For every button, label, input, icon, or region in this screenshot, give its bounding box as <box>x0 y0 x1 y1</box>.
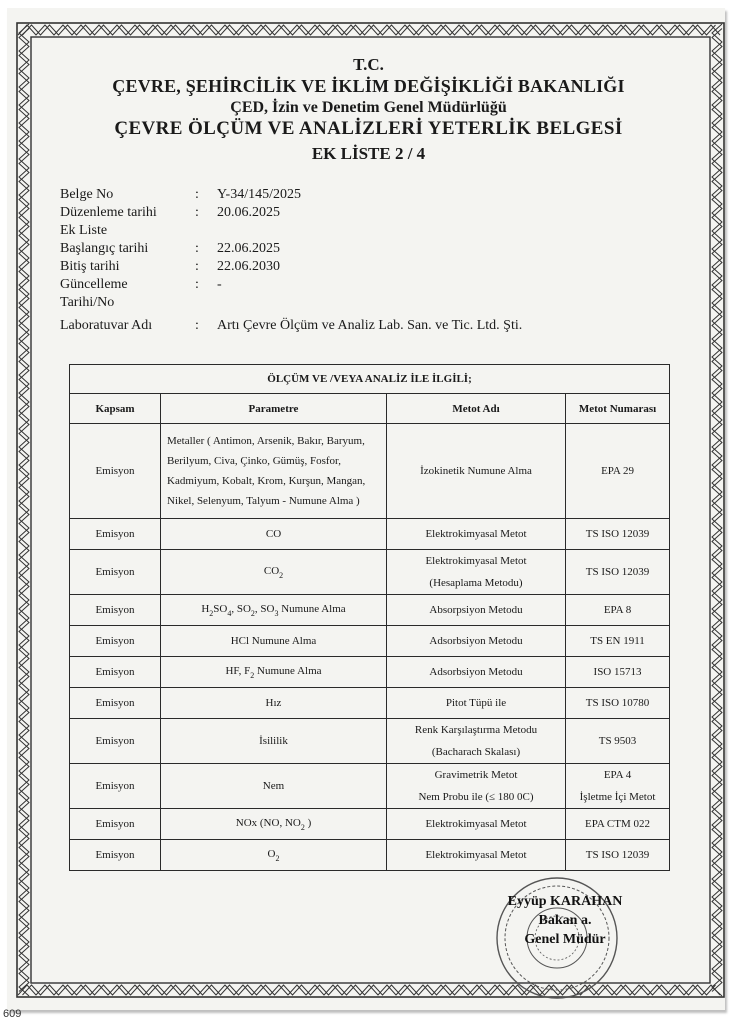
parameter-text: CO <box>265 528 282 540</box>
table-row <box>70 840 670 871</box>
scope-text: Emisyon <box>95 735 135 747</box>
scope-text: Emisyon <box>95 635 135 647</box>
table-row <box>70 764 670 809</box>
table-row <box>70 519 670 550</box>
info-label: Güncelleme <box>60 277 128 292</box>
parameter-text: O <box>267 847 276 860</box>
method-number-text: ISO 15713 <box>593 666 642 678</box>
cell-scope <box>70 688 161 719</box>
scope-text: Emisyon <box>95 528 135 540</box>
cell-parameter <box>161 719 387 764</box>
directorate-title: ÇED, İzin ve Denetim Genel Müdürlüğü <box>230 99 507 116</box>
cell-method-number <box>566 657 670 688</box>
parameter-text: Numune Alma <box>254 664 322 677</box>
header-tc: T.C. <box>353 55 384 74</box>
method-number-text: TS ISO 10780 <box>585 697 650 709</box>
scope-text: Emisyon <box>95 566 135 578</box>
parameter-subscript: 4 <box>227 608 232 618</box>
parameter-text: Numune Alma <box>278 602 346 615</box>
cell-scope <box>70 519 161 550</box>
header-method-name: Metot Adı <box>387 394 566 424</box>
method-text: Adsorbsiyon Metodu <box>429 666 523 678</box>
method-number-text: TS ISO 12039 <box>585 849 650 861</box>
cell-parameter <box>161 519 387 550</box>
table-row <box>70 595 670 626</box>
table-row <box>70 719 670 764</box>
certificate-title: ÇEVRE ÖLÇÜM VE ANALİZLERİ YETERLİK BELGESİ <box>114 118 623 139</box>
table-row <box>70 550 670 595</box>
method-number-text: TS ISO 12039 <box>585 566 650 578</box>
cell-method-number <box>566 550 670 595</box>
scope-text: Emisyon <box>95 465 135 477</box>
info-label: Laboratuvar Adı <box>60 318 153 333</box>
parameter-subscript: 2 <box>279 570 284 580</box>
scope-text: Emisyon <box>95 666 135 678</box>
parameter-text: HCl Numune Alma <box>230 635 317 647</box>
cell-parameter <box>161 424 387 519</box>
parameter-text: NOx (NO, NO <box>235 816 301 829</box>
parameter-text: CO <box>263 564 280 577</box>
method-text: Renk Karşılaştırma Metodu <box>414 724 538 736</box>
cell-method-name <box>387 550 566 595</box>
method-text: Pitot Tüpü ile <box>445 697 507 709</box>
scope-text: Emisyon <box>95 818 135 830</box>
info-value: 22.06.2025 <box>217 241 280 256</box>
table-body <box>70 424 670 871</box>
info-label: Ek Liste <box>60 223 108 238</box>
parameter-subscript: 2 <box>275 853 280 863</box>
info-value: Artı Çevre Ölçüm ve Analiz Lab. San. ve Tic. Ltd. Şti. <box>217 318 523 333</box>
parameter-subscript: 2 <box>250 670 255 680</box>
method-number-text: TS 9503 <box>598 735 637 747</box>
parameter-subscript: 2 <box>250 608 255 618</box>
cell-method-number <box>566 719 670 764</box>
cell-parameter <box>161 809 387 840</box>
parameter-line: Nikel, Selenyum, Talyum - Numune Alma ) <box>167 495 360 507</box>
cell-method-number <box>566 519 670 550</box>
method-text: Elektrokimyasal Metot <box>425 818 527 830</box>
cell-scope <box>70 550 161 595</box>
cell-scope <box>70 424 161 519</box>
table-row <box>70 424 670 519</box>
cell-scope <box>70 809 161 840</box>
method-number-text: EPA 29 <box>601 465 634 477</box>
parameter-text: Hız <box>265 697 282 709</box>
parameter-text: İsililik <box>259 735 288 747</box>
cell-parameter <box>161 688 387 719</box>
method-number-text: EPA 4 <box>603 769 632 781</box>
method-number-subtext: İşletme İçi Metot <box>579 791 656 803</box>
info-value: 20.06.2025 <box>217 205 280 220</box>
info-sep: : <box>195 241 199 256</box>
cell-method-name <box>387 809 566 840</box>
cell-parameter <box>161 626 387 657</box>
method-subtext: (Hesaplama Metodu) <box>429 577 523 589</box>
scope-text: Emisyon <box>95 780 135 792</box>
cell-method-number <box>566 424 670 519</box>
parameter-line: Metaller ( Antimon, Arsenik, Bakır, Baryum, <box>167 435 365 447</box>
parameter-text: ) <box>304 816 312 829</box>
method-text: Gravimetrik Metot <box>434 769 518 781</box>
cell-method-number <box>566 764 670 809</box>
page-number: 609 <box>3 1008 22 1020</box>
cell-parameter <box>161 550 387 595</box>
method-number-text: EPA 8 <box>603 604 632 616</box>
table-row <box>70 626 670 657</box>
cell-method-name <box>387 626 566 657</box>
scope-table-wrapper <box>69 364 669 871</box>
parameter-text: Nem <box>262 780 285 792</box>
table-row <box>70 688 670 719</box>
method-text: Elektrokimyasal Metot <box>425 528 527 540</box>
header-scope: Kapsam <box>70 394 161 424</box>
cell-method-number <box>566 809 670 840</box>
cell-parameter <box>161 657 387 688</box>
cell-method-name <box>387 688 566 719</box>
scope-text: Emisyon <box>95 849 135 861</box>
header-parameter: Parametre <box>161 394 387 424</box>
cell-method-number <box>566 595 670 626</box>
cell-method-name <box>387 657 566 688</box>
cell-parameter <box>161 840 387 871</box>
parameter-text: SO <box>213 602 228 615</box>
signatory-name: Eyyüp KARAHAN <box>507 894 623 909</box>
method-text: Adsorbsiyon Metodu <box>429 635 523 647</box>
cell-parameter <box>161 764 387 809</box>
method-number-text: TS ISO 12039 <box>585 528 650 540</box>
cell-scope <box>70 626 161 657</box>
info-value: Y-34/145/2025 <box>217 187 301 202</box>
method-text: İzokinetik Numune Alma <box>420 465 532 477</box>
method-subtext: (Bacharach Skalası) <box>431 746 521 758</box>
parameter-text: H <box>201 602 210 615</box>
signature-block <box>495 893 635 949</box>
table-caption: ÖLÇÜM VE /VEYA ANALİZ İLE İLGİLİ; <box>70 365 670 394</box>
table-row <box>70 809 670 840</box>
method-text: Elektrokimyasal Metot <box>425 555 527 567</box>
method-subtext: Nem Probu ile (≤ 180 0C) <box>418 791 534 803</box>
signatory-position: Genel Müdür <box>524 932 606 947</box>
cell-scope <box>70 764 161 809</box>
scope-text: Emisyon <box>95 697 135 709</box>
method-text: Elektrokimyasal Metot <box>425 849 527 861</box>
cell-scope <box>70 840 161 871</box>
scope-table <box>69 364 670 871</box>
info-sep: : <box>195 205 199 220</box>
parameter-subscript: 2 <box>209 608 214 618</box>
parameter-text: HF, F <box>225 664 251 677</box>
parameter-text: , SO <box>254 602 275 615</box>
cell-method-number <box>566 840 670 871</box>
parameter-subscript: 3 <box>274 608 279 618</box>
info-label: Başlangıç tarihi <box>60 241 149 256</box>
cell-method-name <box>387 595 566 626</box>
table-row <box>70 657 670 688</box>
cell-method-name <box>387 764 566 809</box>
cell-method-name <box>387 719 566 764</box>
cell-method-name <box>387 840 566 871</box>
cell-scope <box>70 595 161 626</box>
info-label: Bitiş tarihi <box>60 259 120 274</box>
method-number-text: EPA CTM 022 <box>585 818 651 830</box>
info-sep: : <box>195 318 199 333</box>
cell-method-number <box>566 688 670 719</box>
info-label: Belge No <box>60 187 114 202</box>
cell-method-name <box>387 424 566 519</box>
info-label: Tarihi/No <box>60 295 115 310</box>
header-method-number: Metot Numarası <box>566 394 670 424</box>
method-number-text: TS EN 1911 <box>590 635 645 647</box>
info-sep: : <box>195 277 199 292</box>
cell-scope <box>70 657 161 688</box>
info-sep: : <box>195 187 199 202</box>
parameter-line: Kadmiyum, Kobalt, Krom, Kurşun, Mangan, <box>167 475 366 487</box>
signatory-title: Bakan a. <box>538 913 592 928</box>
parameter-text: , SO <box>231 602 251 615</box>
cell-method-name <box>387 519 566 550</box>
info-value: 22.06.2030 <box>217 259 280 274</box>
parameter-line: Berilyum, Civa, Çinko, Gümüş, Fosfor, <box>167 455 342 467</box>
info-sep: : <box>195 259 199 274</box>
method-text: Absorpsiyon Metodu <box>429 604 523 616</box>
parameter-subscript: 2 <box>300 822 305 832</box>
scope-text: Emisyon <box>95 604 135 616</box>
info-value: - <box>217 277 222 292</box>
info-label: Düzenleme tarihi <box>60 205 157 220</box>
cell-parameter <box>161 595 387 626</box>
cell-scope <box>70 719 161 764</box>
annex-list-title: EK LİSTE 2 / 4 <box>311 144 426 163</box>
ministry-title: ÇEVRE, ŞEHİRCİLİK VE İKLİM DEĞİŞİKLİĞİ BAKANLIĞI <box>112 76 625 96</box>
cell-method-number <box>566 626 670 657</box>
